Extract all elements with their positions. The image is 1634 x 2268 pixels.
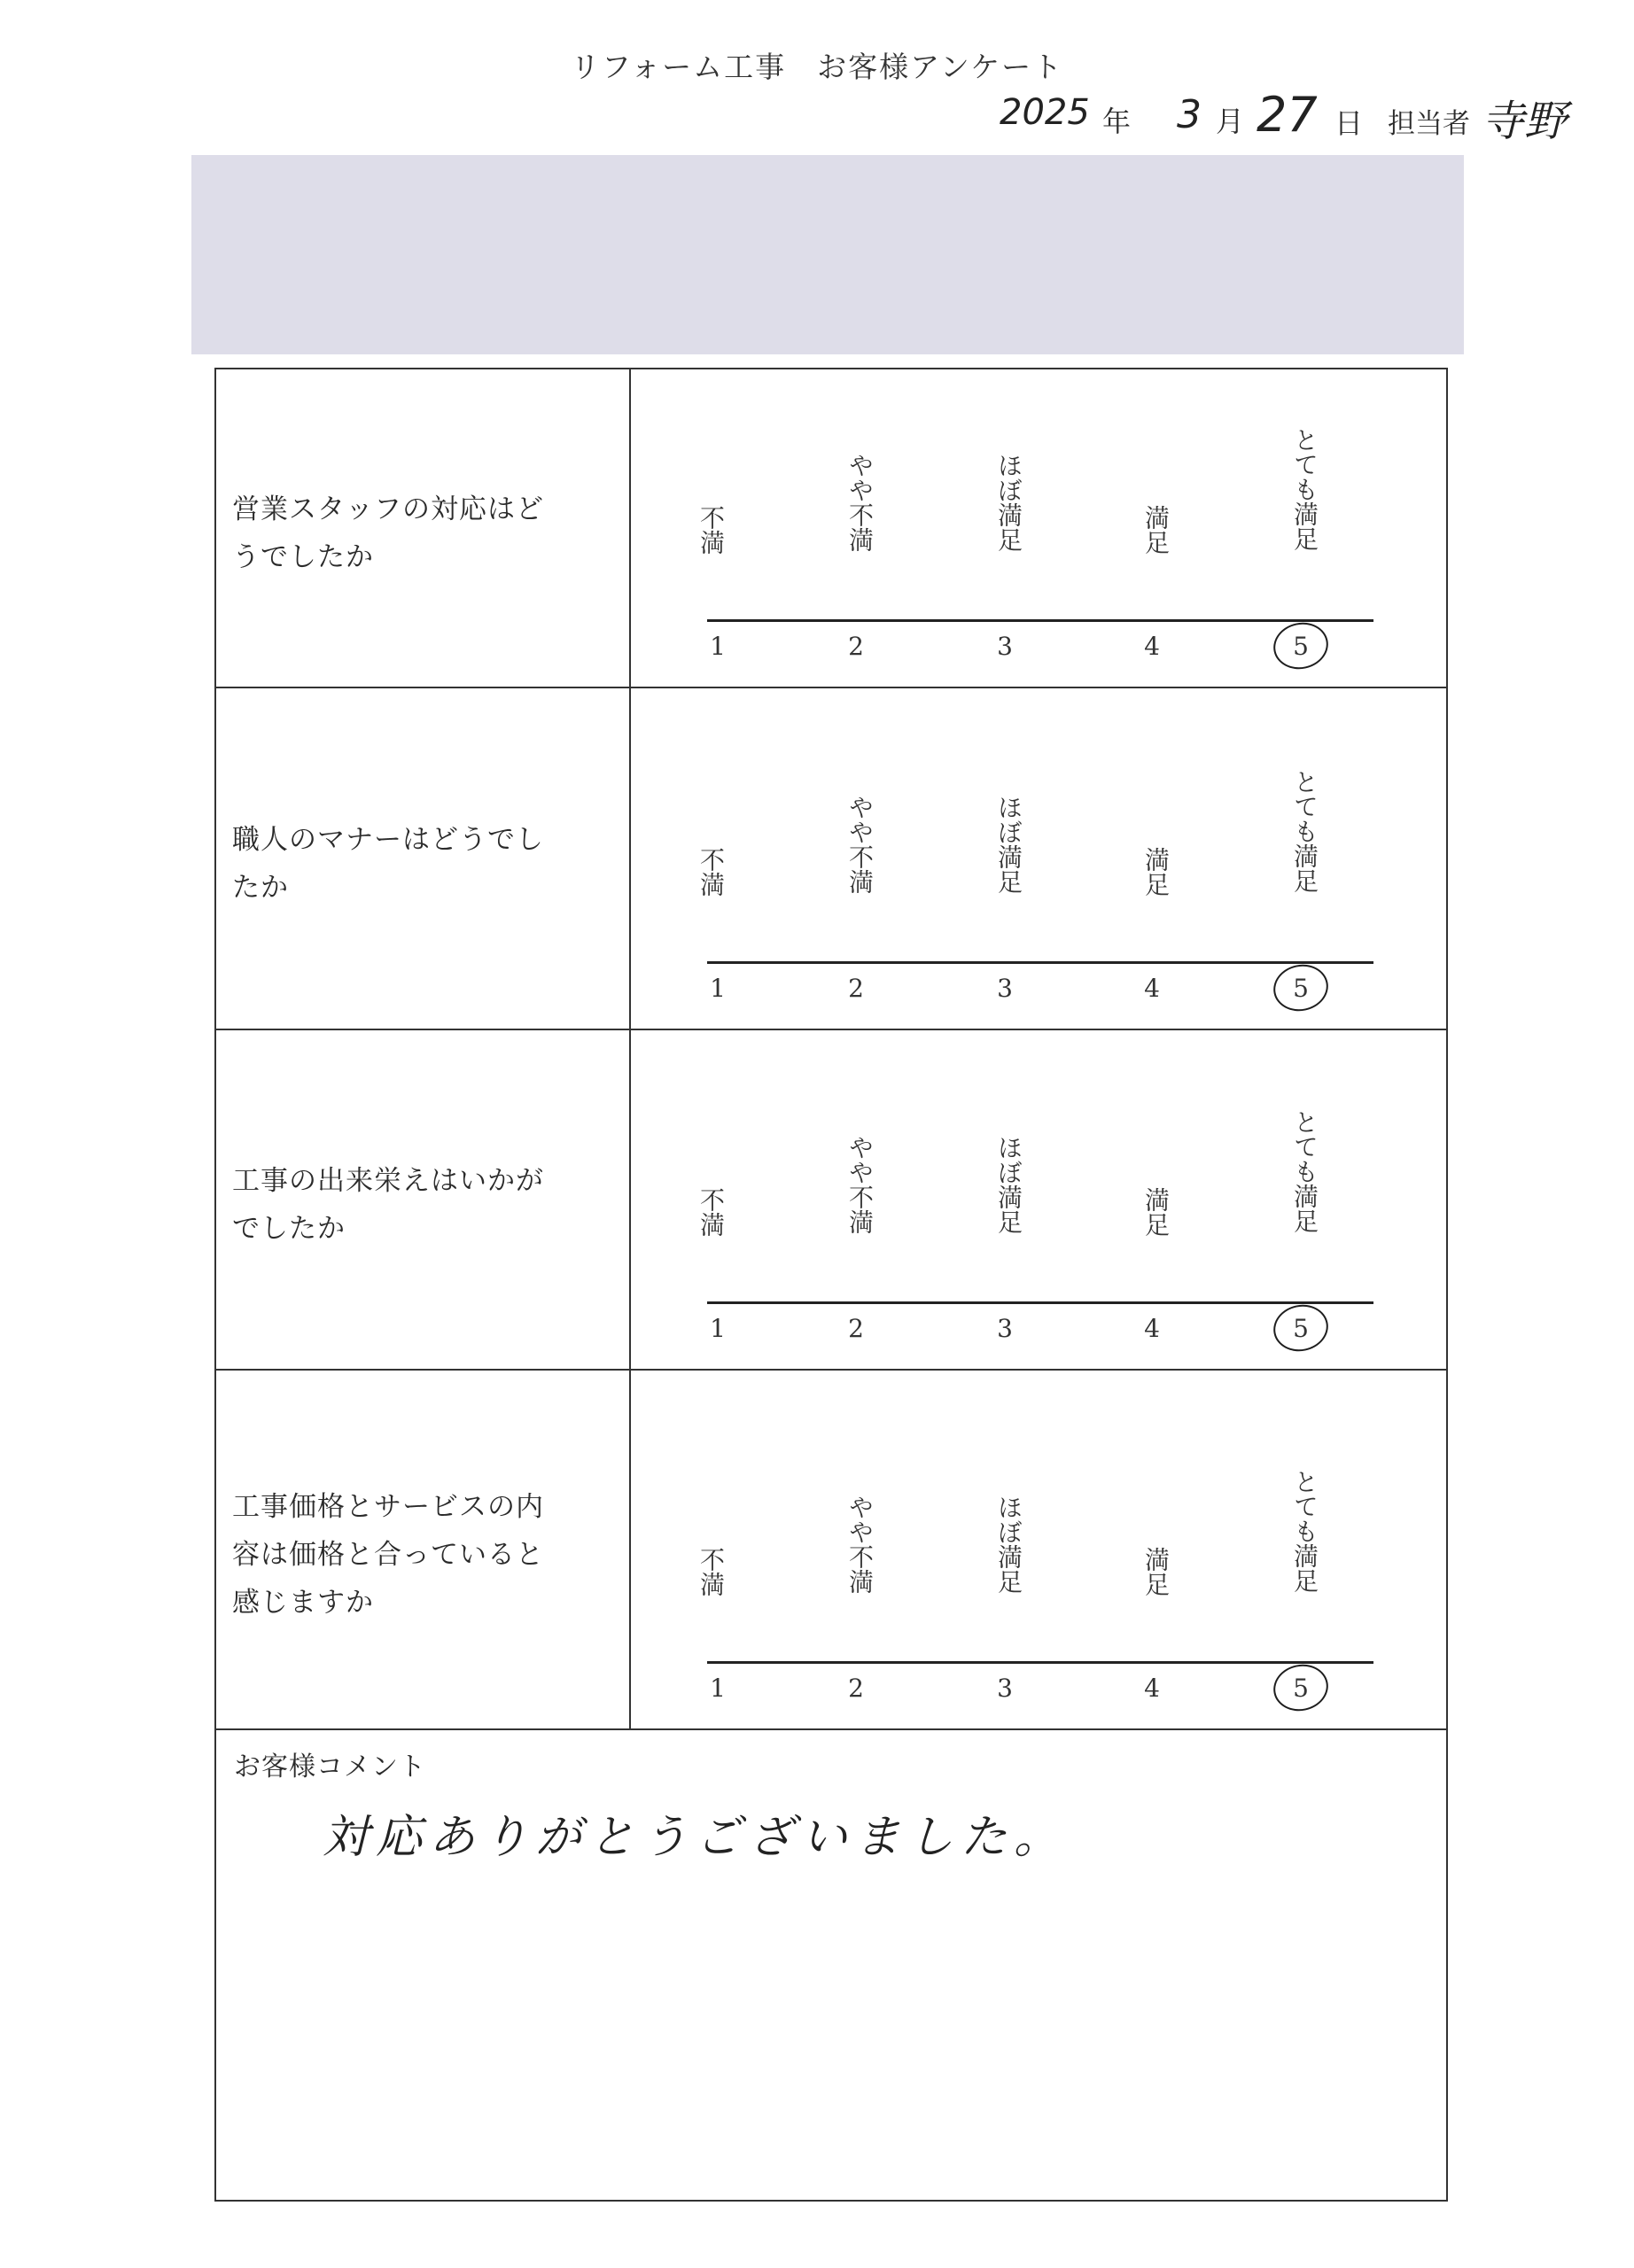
question-text-line: 工事の出来栄えはいかが [232, 1165, 544, 1197]
scale-label: 満足 [1141, 505, 1171, 555]
question-text-line: 工事価格とサービスの内 [232, 1491, 544, 1523]
rating-option-5[interactable]: 5 [1293, 1674, 1309, 1703]
comment-label: お客様コメント [234, 1751, 426, 1783]
scale-label: 満足 [1141, 1547, 1171, 1596]
rating-option-3[interactable]: 3 [997, 1674, 1013, 1703]
scale-label: やや不満 [845, 795, 875, 894]
scale-label: 不満 [696, 1187, 726, 1237]
comment-text: 対応ありがとうございました。 [323, 1811, 1068, 1864]
date-month-label: 月 [1216, 105, 1245, 138]
scale-label: ほぼ満足 [994, 453, 1023, 552]
rating-option-5[interactable]: 5 [1293, 974, 1309, 1003]
rating-scale-line [707, 619, 1373, 622]
scale-label: とても満足 [1290, 426, 1319, 551]
scale-label: とても満足 [1290, 768, 1319, 893]
scale-label: ほぼ満足 [994, 795, 1023, 894]
question-cell [216, 1030, 631, 1369]
rating-option-2[interactable]: 2 [848, 1674, 864, 1703]
question-text-line: 容は価格と合っていると [232, 1539, 544, 1571]
scale-label: 満足 [1141, 847, 1171, 897]
rating-option-1[interactable]: 1 [710, 1674, 726, 1703]
redacted-customer-info [191, 155, 1464, 354]
question-row [216, 1030, 1446, 1371]
scale-label: やや不満 [845, 1495, 875, 1594]
scale-label: 不満 [696, 847, 726, 897]
rating-option-1[interactable]: 1 [710, 1314, 726, 1343]
rating-option-2[interactable]: 2 [848, 632, 864, 661]
question-text-line: でしたか [232, 1213, 346, 1245]
question-text-line: たか [232, 872, 289, 904]
question-text-line: うでしたか [232, 541, 374, 573]
date-month: 3 [1177, 92, 1202, 137]
question-cell [216, 369, 631, 687]
question-row [216, 1371, 1446, 1730]
rating-option-5[interactable]: 5 [1293, 632, 1309, 661]
scale-label: やや不満 [845, 453, 875, 552]
answer-circle-mark [1269, 1300, 1332, 1356]
rating-option-3[interactable]: 3 [997, 632, 1013, 661]
answer-circle-mark [1269, 617, 1332, 674]
rating-scale-line [707, 1661, 1373, 1664]
comment-section [216, 1730, 1446, 2202]
rating-option-5[interactable]: 5 [1293, 1314, 1309, 1343]
survey-table [214, 368, 1448, 2202]
answer-circle-mark [1269, 959, 1332, 1016]
scale-label: やや不満 [845, 1135, 875, 1234]
scale-label: とても満足 [1290, 1108, 1319, 1233]
rating-option-4[interactable]: 4 [1144, 1314, 1160, 1343]
date-day: 27 [1257, 87, 1318, 143]
scale-label: 不満 [696, 1547, 726, 1596]
date-year: 2025 [1000, 92, 1090, 133]
rating-option-2[interactable]: 2 [848, 974, 864, 1003]
question-text-line: 営業スタッフの対応はど [232, 493, 544, 525]
rating-option-4[interactable]: 4 [1144, 974, 1160, 1003]
question-cell [216, 688, 631, 1029]
scale-label: 不満 [696, 505, 726, 555]
form-title: リフォーム工事 お客様アンケート [570, 50, 1064, 84]
date-day-label: 日 [1334, 106, 1364, 140]
date-year-label: 年 [1102, 105, 1132, 138]
rating-scale-line [707, 1301, 1373, 1304]
rating-option-4[interactable]: 4 [1144, 632, 1160, 661]
answer-circle-mark [1269, 1659, 1332, 1716]
rating-option-3[interactable]: 3 [997, 974, 1013, 1003]
question-cell [216, 1371, 631, 1728]
rating-scale-line [707, 961, 1373, 964]
scale-label: ほぼ満足 [994, 1135, 1023, 1234]
question-text-line: 感じますか [232, 1587, 374, 1619]
question-text-line: 職人のマナーはどうでし [232, 824, 544, 856]
staff-signature: 寺野 [1482, 97, 1568, 146]
scale-label: ほぼ満足 [994, 1495, 1023, 1594]
rating-option-4[interactable]: 4 [1144, 1674, 1160, 1703]
rating-option-3[interactable]: 3 [997, 1314, 1013, 1343]
staff-label: 担当者 [1388, 108, 1470, 140]
question-row [216, 369, 1446, 688]
rating-option-1[interactable]: 1 [710, 974, 726, 1003]
rating-option-1[interactable]: 1 [710, 632, 726, 661]
scale-label: 満足 [1141, 1187, 1171, 1237]
question-row [216, 688, 1446, 1030]
rating-option-2[interactable]: 2 [848, 1314, 864, 1343]
scale-label: とても満足 [1290, 1468, 1319, 1593]
